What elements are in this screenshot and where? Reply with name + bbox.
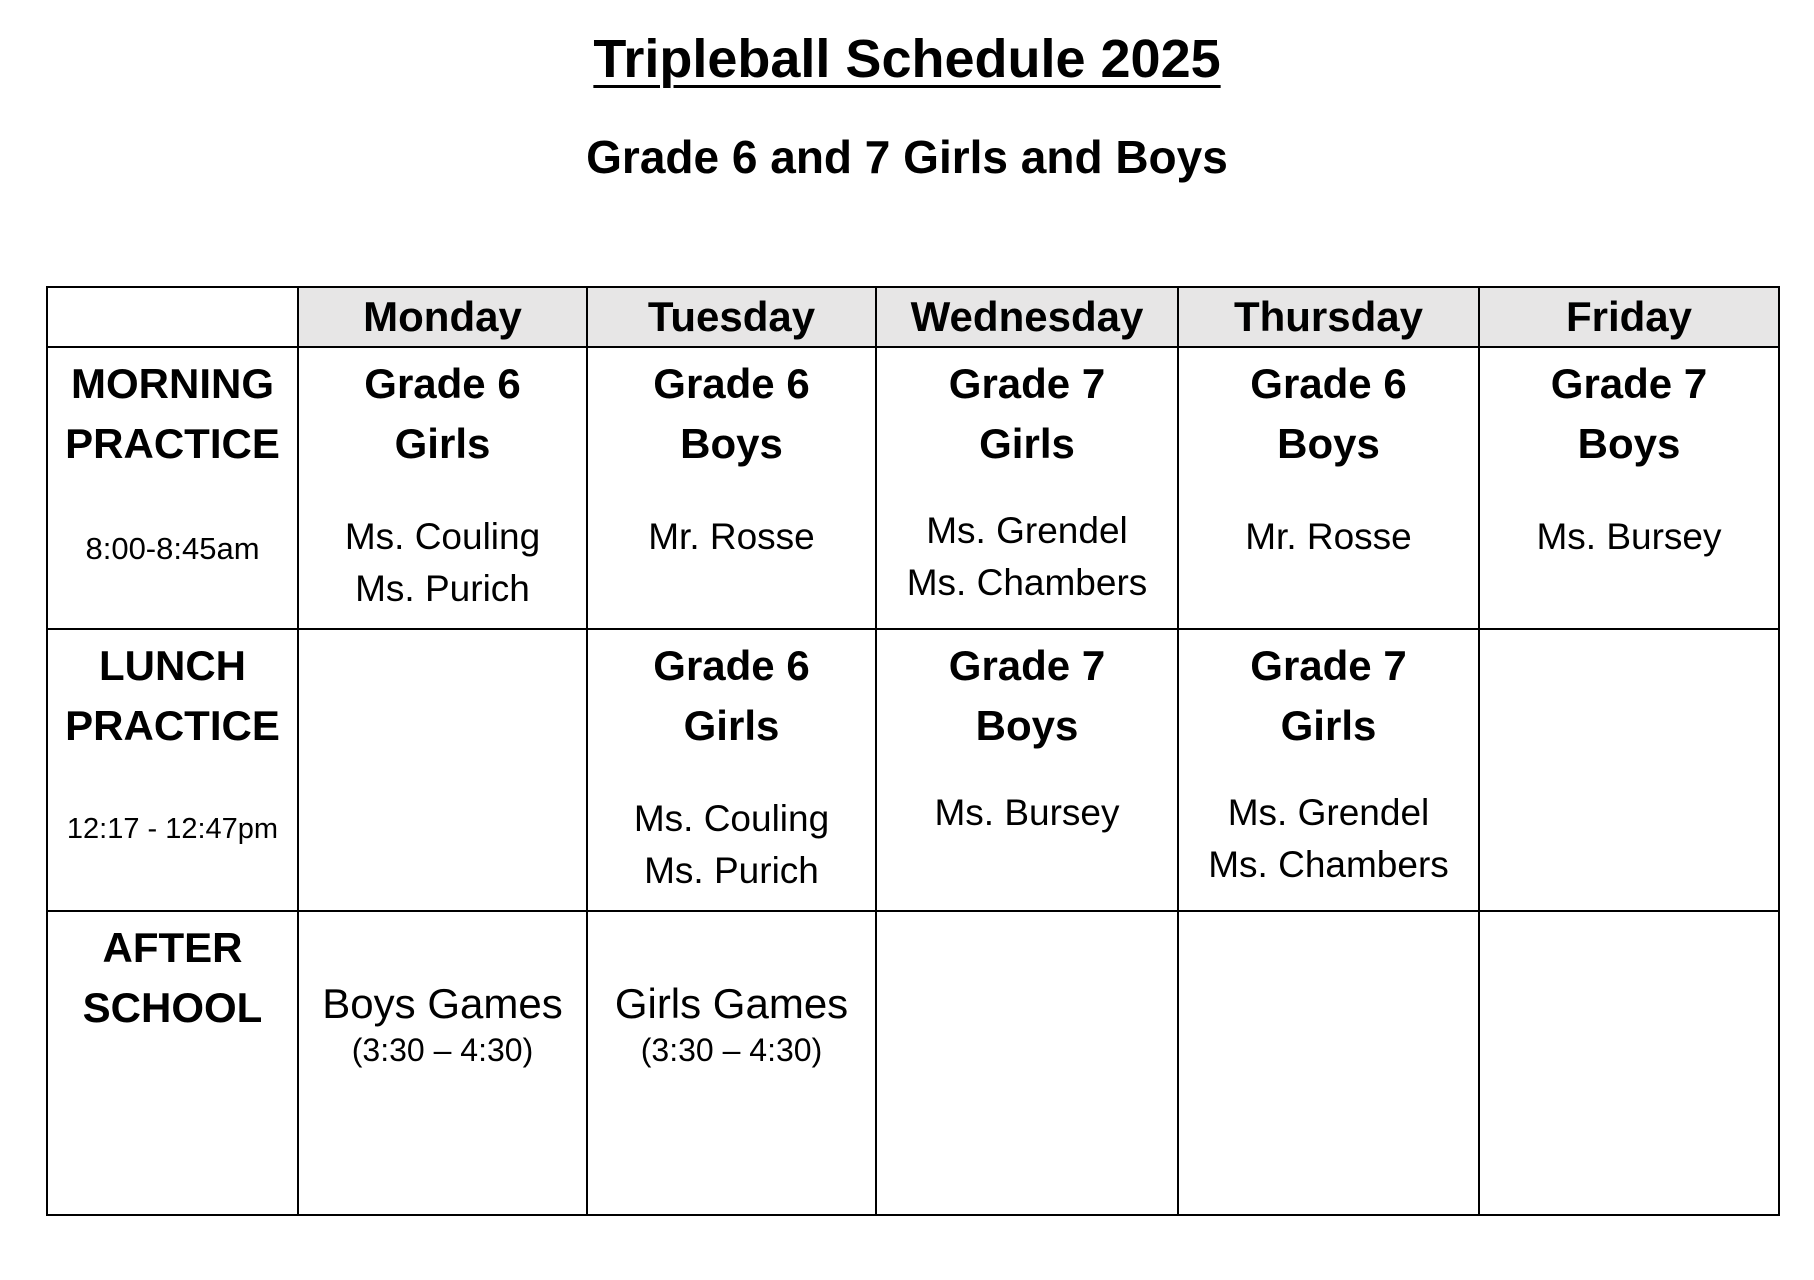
- corner-cell: [47, 287, 298, 347]
- row-label-morning: [47, 347, 298, 629]
- coach-name: Ms. Grendel: [926, 510, 1128, 551]
- grade-label: Grade 6: [653, 360, 810, 407]
- day-header-thursday: Thursday: [1178, 287, 1479, 347]
- group-label: Boys: [975, 702, 1079, 749]
- coach-name: Ms. Couling: [344, 516, 541, 557]
- row-label-line1: LUNCH: [99, 642, 246, 689]
- coach-name: Ms. Purich: [355, 568, 530, 609]
- day-header-monday: Monday: [298, 287, 587, 347]
- games-time: (3:30 – 4:30): [640, 1032, 823, 1068]
- games-label: Girls Games: [614, 980, 849, 1027]
- cell-lunch-monday: [298, 629, 587, 911]
- row-label-line2: PRACTICE: [65, 702, 280, 749]
- day-header-friday: Friday: [1479, 287, 1779, 347]
- cell-morning-monday: [298, 347, 587, 629]
- row-label-line1: AFTER: [102, 924, 243, 971]
- coach-name: Ms. Chambers: [906, 562, 1148, 603]
- coach-name: Ms. Couling: [633, 798, 830, 839]
- schedule-table: [46, 286, 1780, 1216]
- group-label: Girls: [1280, 702, 1377, 749]
- row-label-line1: MORNING: [71, 360, 274, 407]
- cell-after-school-friday: [1479, 911, 1779, 1215]
- group-label: Boys: [1577, 420, 1681, 467]
- games-time: (3:30 – 4:30): [351, 1032, 534, 1068]
- group-label: Boys: [680, 420, 783, 467]
- morning-practice-row: [47, 347, 1779, 629]
- games-label: Boys Games: [322, 980, 563, 1027]
- cell-morning-wednesday: [876, 347, 1178, 629]
- cell-after-school-monday: [298, 911, 587, 1215]
- coach-name: Ms. Chambers: [1208, 844, 1449, 885]
- lunch-practice-row: [47, 629, 1779, 911]
- header-row: [47, 287, 1779, 347]
- coach-name: Mr. Rosse: [1245, 516, 1412, 557]
- grade-label: Grade 7: [948, 642, 1106, 689]
- row-time: 8:00-8:45am: [85, 531, 260, 566]
- cell-lunch-wednesday: [876, 629, 1178, 911]
- coach-name: Ms. Purich: [644, 850, 819, 891]
- grade-label: Grade 6: [1250, 360, 1407, 407]
- row-label-after-school: [47, 911, 298, 1215]
- day-header-tuesday: Tuesday: [587, 287, 876, 347]
- row-label-line2: SCHOOL: [82, 984, 263, 1031]
- group-label: Girls: [979, 420, 1075, 467]
- coach-name: Mr. Rosse: [648, 516, 815, 557]
- cell-lunch-thursday: [1178, 629, 1479, 911]
- coach-name: Ms. Bursey: [934, 792, 1120, 833]
- after-school-row: [47, 911, 1779, 1215]
- coach-name: Ms. Bursey: [1536, 516, 1722, 557]
- cell-after-school-thursday: [1178, 911, 1479, 1215]
- day-header-wednesday: Wednesday: [876, 287, 1178, 347]
- grade-label: Grade 6: [653, 642, 810, 689]
- cell-morning-thursday: [1178, 347, 1479, 629]
- page-subtitle: Grade 6 and 7 Girls and Boys: [586, 131, 1228, 183]
- grade-label: Grade 6: [364, 360, 521, 407]
- grade-label: Grade 7: [1250, 642, 1407, 689]
- cell-lunch-tuesday: [587, 629, 876, 911]
- group-label: Boys: [1277, 420, 1380, 467]
- cell-after-school-wednesday: [876, 911, 1178, 1215]
- group-label: Girls: [683, 702, 780, 749]
- group-label: Girls: [394, 420, 491, 467]
- cell-morning-tuesday: [587, 347, 876, 629]
- row-label-lunch: [47, 629, 298, 911]
- row-time: 12:17 - 12:47pm: [66, 813, 279, 845]
- row-label-line2: PRACTICE: [65, 420, 280, 467]
- cell-morning-friday: [1479, 347, 1779, 629]
- grade-label: Grade 7: [1550, 360, 1708, 407]
- page-title: Tripleball Schedule 2025: [593, 29, 1221, 89]
- cell-lunch-friday: [1479, 629, 1779, 911]
- grade-label: Grade 7: [948, 360, 1106, 407]
- cell-after-school-tuesday: [587, 911, 876, 1215]
- coach-name: Ms. Grendel: [1227, 792, 1430, 833]
